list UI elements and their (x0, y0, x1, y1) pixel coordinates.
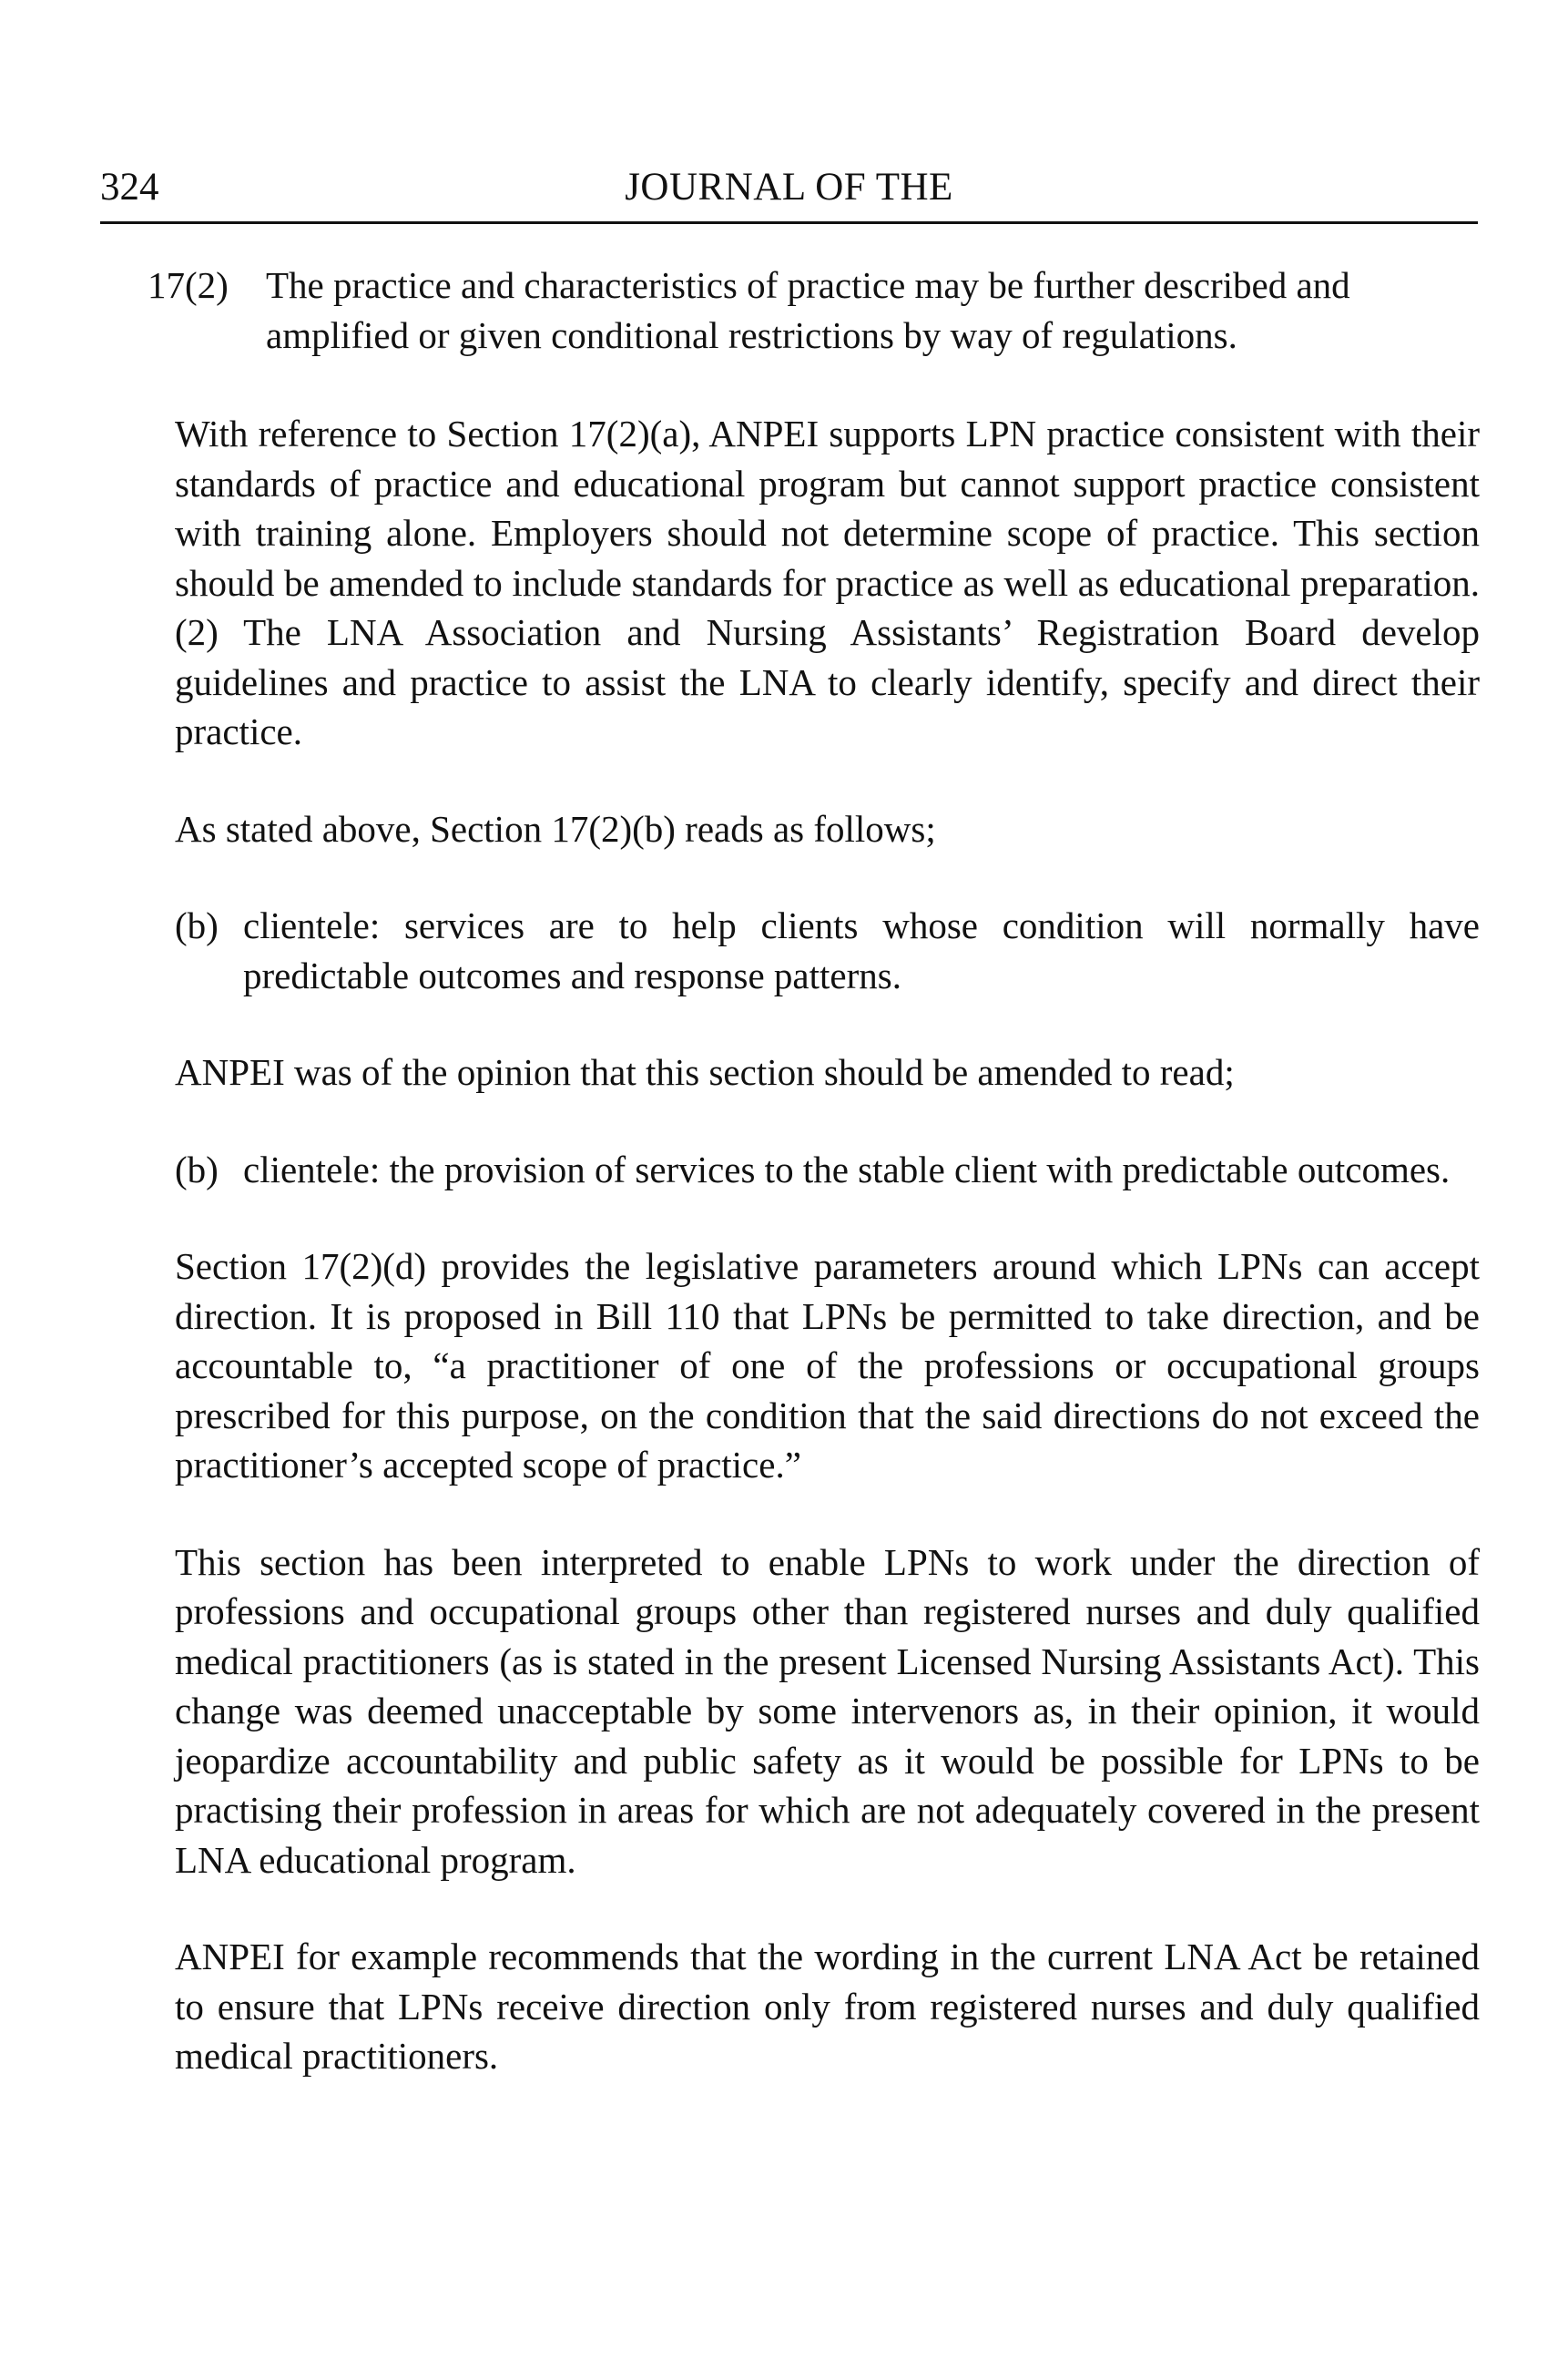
paragraph-anpei-recommendation: ANPEI for example recommends that the wording in the current LNA Act be retained to ensure that LPNs receive direction only from registered nurses and duly qualified medical practitioners. (175, 1936, 1480, 2077)
clause-label: (b) (175, 904, 219, 946)
paragraph-section-17-2-d: Section 17(2)(d) provides the legislative parameters around which LPNs can accept direction. It is proposed in Bill 110 that LPNs be permitted to take direction, and be accountable to, “a practitioner of one of the professions or occupational groups prescribed for this purpose, on the condition that the said directions do not exceed the practitioner’s accepted scope of practice.” (175, 1245, 1480, 1486)
journal-title: JOURNAL OF THE (625, 166, 953, 209)
page-number: 324 (100, 166, 159, 209)
quoted-clause-b-original (175, 901, 1480, 1000)
clause-text: clientele: services are to help clients whose condition will normally have predictable outcomes and response patterns. (243, 904, 1480, 996)
paragraph-stated-above: As stated above, Section 17(2)(b) reads as follows; (175, 807, 936, 850)
section-number: 17(2) (148, 264, 229, 306)
running-head (100, 164, 1478, 224)
section-text: The practice and characteristics of practice may be further described and amplified or given conditional restrictions by way of regulations. (266, 264, 1350, 356)
page-body (148, 260, 1480, 2081)
clause-label: (b) (175, 1148, 219, 1190)
paragraph-interpretation: This section has been interpreted to enable LPNs to work under the direction of professions and occupational groups other than registered nurses and duly qualified medical practitioners (as is stated in the present Licensed Nursing Assistants Act). This change was deemed unacceptable by some intervenors as, in their opinion, it would jeopardize accountability and public safety as it would be possible for LPNs to be practising their profession in areas for which are not adequately covered in the present LNA educational program. (175, 1540, 1480, 1881)
quoted-clause-b-amended (175, 1145, 1480, 1195)
paragraph-section-17-2-a: With reference to Section 17(2)(a), ANPEI supports LPN practice consistent with their standards of practice and educational program but cannot support practice consistent with training alone. Employers should not determine scope of practice. This section should be amended to include standards for practice as well as educational preparation. (2) The LNA Association and Nursing Assistants’ Registration Board develop guidelines and practice to assist the LNA to clearly identify, specify and direct their practice. (175, 413, 1480, 752)
paragraph-anpei-opinion: ANPEI was of the opinion that this section should be amended to read; (175, 1051, 1235, 1093)
section-17-2 (148, 260, 1480, 360)
clause-text: clientele: the provision of services to the stable client with predictable outcomes. (243, 1148, 1451, 1190)
